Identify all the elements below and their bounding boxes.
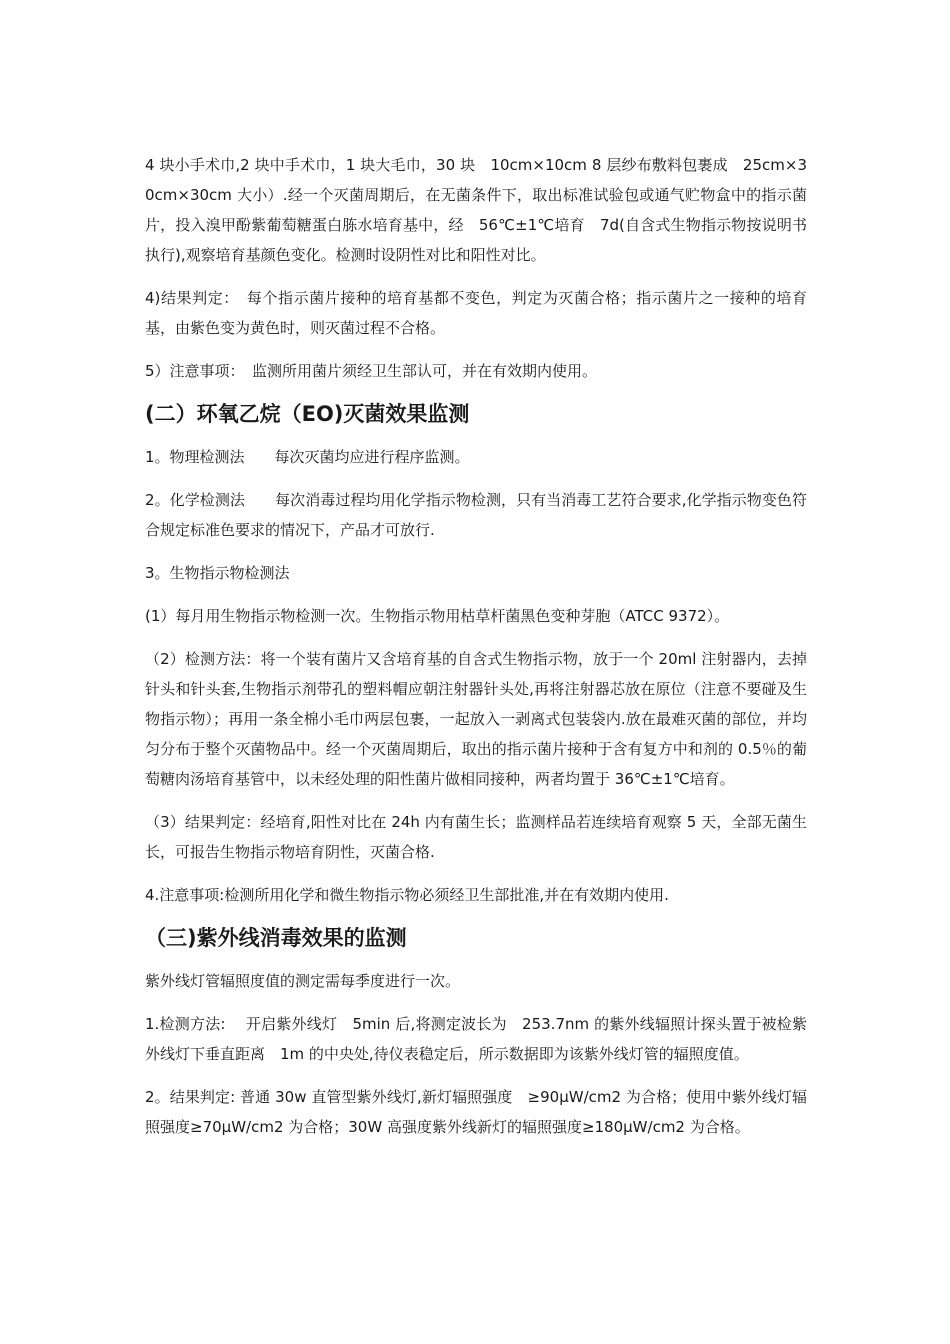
document-page [145, 150, 807, 1155]
paragraph-notes: 5）注意事项： 监测所用菌片须经卫生部认可，并在有效期内使用。 [145, 362, 598, 380]
paragraph-monthly-check: (1）每月用生物指示物检测一次。生物指示物用枯草杆菌黑色变种芽胞（ATCC 9372）。 [145, 607, 730, 625]
paragraph-indicator-notes: 4.注意事项:检测所用化学和微生物指示物必须经卫生部批准,并在有效期内使用. [145, 886, 669, 904]
heading-eo-sterilization: (二）环氧乙烷（EO)灭菌效果监测 [145, 402, 470, 426]
paragraph-test-procedure: （2）检测方法：将一个装有菌片又含培育基的自含式生物指示物，放于一个 20ml 注射器内，去掉针头和针头套,生物指示剂带孔的塑料帽应朝注射器针头处,再将注射器芯放在原位（注意不要碰及生物指示物）；再用一条全棉小毛巾两层包裹，一起放入一剥离式包装袋内.放在最难灭菌的部位，并均匀分布于整个灭菌物品中。经一个灭菌周期后，取出的指示菌片接种于含有复方中和剂的 0.5％的葡萄糖肉汤培育基管中，以未经处理的阳性菌片做相同接种，两者均置于 36℃±1℃培育。 [145, 650, 807, 788]
paragraph-biological-method: 3。生物指示物检测法 [145, 564, 290, 582]
paragraph-uv-frequency: 紫外线灯管辐照度值的测定需每季度进行一次。 [145, 972, 461, 990]
heading-uv-disinfection: （三)紫外线消毒效果的监测 [145, 926, 407, 950]
paragraph-physical-method: 1。物理检测法 每次灭菌均应进行程序监测。 [145, 448, 470, 466]
paragraph-uv-result: 2。结果判定: 普通 30w 直管型紫外线灯,新灯辐照强度 ≥90μW/cm2 为合格；使用中紫外线灯辐照强度≥70μW/cm2 为合格；30W 高强度紫外线新灯的辐照强度≥180μW/cm2 为合格。 [145, 1088, 807, 1136]
paragraph-test-pack: 4 块小手术巾,2 块中手术巾，1 块大毛巾，30 块 10cm×10cm 8 层纱布敷料包裹成 25cm×30cm×30cm 大小）.经一个灭菌周期后，在无菌条件下，取出标准试验包或通气贮物盒中的指示菌片，投入溴甲酚紫葡萄糖蛋白胨水培育基中，经 56℃±1℃培育 7d(自含式生物指示物按说明书执行),观察培育基颜色变化。检测时设阴性对比和阳性对比。 [145, 156, 807, 264]
paragraph-result-judgment: 4)结果判定： 每个指示菌片接种的培育基都不变色，判定为灭菌合格；指示菌片之一接种的培育基，由紫色变为黄色时，则灭菌过程不合格。 [145, 289, 807, 337]
paragraph-uv-method: 1.检测方法: 开启紫外线灯 5min 后,将测定波长为 253.7nm 的紫外线辐照计探头置于被检紫外线灯下垂直距离 1m 的中央处,待仪表稳定后，所示数据即为该紫外线灯管的辐照度值。 [145, 1015, 807, 1063]
paragraph-culture-result: （3）结果判定：经培育,阳性对比在 24h 内有菌生长；监测样品若连续培育观察 5 天，全部无菌生长，可报告生物指示物培育阴性，灭菌合格. [145, 813, 807, 861]
paragraph-chemical-method: 2。化学检测法 每次消毒过程均用化学指示物检测，只有当消毒工艺符合要求,化学指示物变色符合规定标准色要求的情况下，产品才可放行. [145, 491, 807, 539]
